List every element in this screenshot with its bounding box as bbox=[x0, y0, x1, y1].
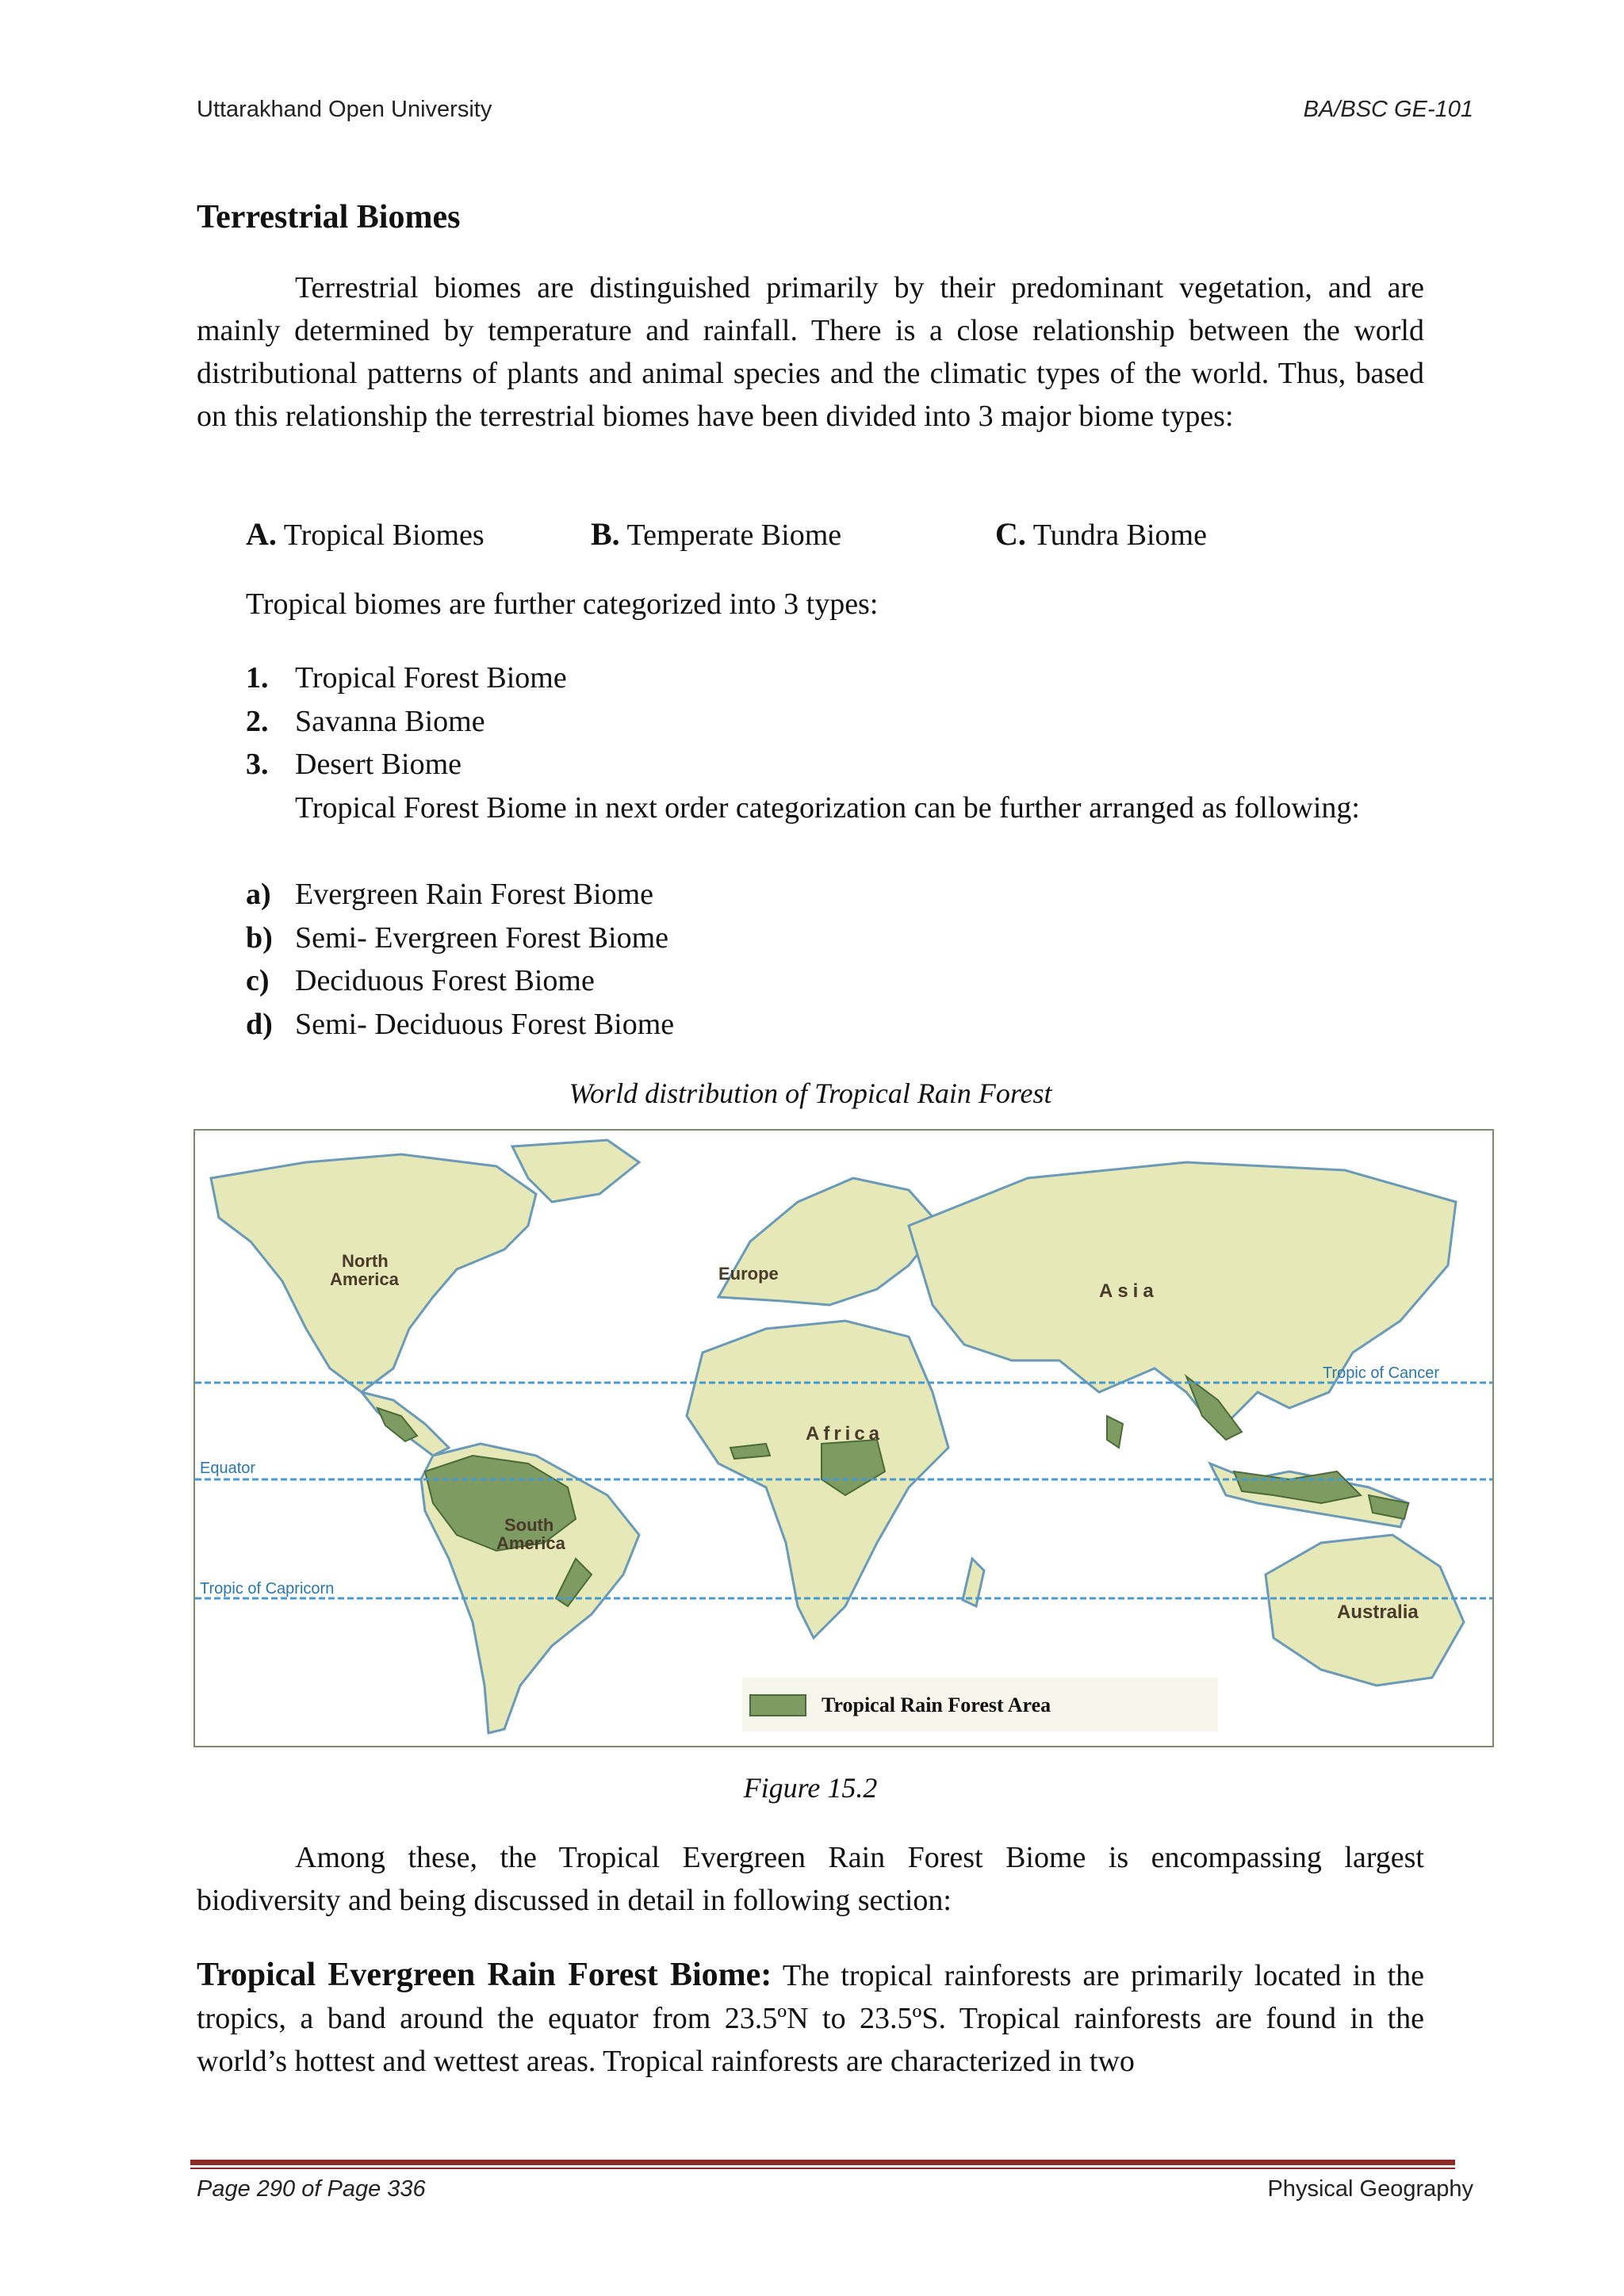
label-equator: Equator bbox=[200, 1460, 256, 1477]
label-north-america-2: America bbox=[330, 1269, 399, 1289]
label-tropic-capricorn: Tropic of Capricorn bbox=[200, 1580, 335, 1598]
label-north-america-1: North bbox=[342, 1251, 389, 1271]
header-right: BA/BSC GE-101 bbox=[1303, 97, 1473, 122]
list-item: c) Deciduous Forest Biome bbox=[246, 964, 595, 997]
figure-title: World distribution of Tropical Rain Forest bbox=[569, 1077, 1052, 1109]
label-asia: Asia bbox=[1099, 1280, 1159, 1302]
label-tropic-cancer: Tropic of Cancer bbox=[1323, 1364, 1440, 1382]
forest-types-list bbox=[246, 873, 1424, 1046]
tropical-types-list bbox=[246, 656, 1424, 786]
list-item: a) Evergreen Rain Forest Biome bbox=[246, 878, 654, 911]
legend-label: Tropical Rain Forest Area bbox=[822, 1693, 1051, 1716]
intro-paragraph: Terrestrial biomes are distinguished primarily by their predominant vegetation, and are mainly determined by temperature and rainfall. There is a close relationship between the world distributional patterns of plants and animal species and the climatic types of the world. Thus, based on this relationship the terrestrial biomes have been divided into 3 major biome types: bbox=[197, 271, 1424, 433]
tropical-intro: Tropical biomes are further categorized into 3 types: bbox=[246, 587, 879, 621]
figure-caption: Figure 15.2 bbox=[743, 1772, 878, 1804]
paragraph-among: Among these, the Tropical Evergreen Rain Forest Biome is encompassing largest biodiversity and being discussed in detail in following section: bbox=[197, 1841, 1424, 1917]
rainforest-text: The tropical rainforests are primarily located in the tropics, a band around the equator from 23.5ºN to 23.5ºS. Tropical rainforests are found in the world’s hottest and wettest areas. Tropical rainforests are characterized in two bbox=[197, 1959, 1424, 2078]
footer-rule bbox=[190, 2160, 1455, 2165]
rainforest-paragraph bbox=[197, 1954, 1424, 2083]
biome-item: B. Temperate Biome bbox=[591, 516, 842, 552]
biome-item: C. Tundra Biome bbox=[995, 516, 1207, 552]
rainforest-lead: Tropical Evergreen Rain Forest Biome: bbox=[197, 1957, 772, 1993]
list-item: 3. Desert Biome bbox=[246, 748, 462, 781]
label-australia: Australia bbox=[1337, 1601, 1419, 1623]
list-item: 2. Savanna Biome bbox=[246, 704, 485, 738]
biome-item: A. Tropical Biomes bbox=[246, 516, 485, 552]
list-item: b) Semi- Evergreen Forest Biome bbox=[246, 920, 669, 955]
forest-intro: Tropical Forest Biome in next order categorization can be further arranged as following: bbox=[295, 791, 1360, 825]
footer-page-number: Page 290 of Page 336 bbox=[197, 2176, 426, 2202]
legend-swatch bbox=[750, 1695, 806, 1716]
label-south-america-1: South bbox=[504, 1515, 554, 1535]
list-item: 1. Tropical Forest Biome bbox=[246, 661, 567, 695]
major-biome-list bbox=[246, 515, 1207, 553]
world-map-svg bbox=[195, 1131, 1492, 1746]
footer-subject: Physical Geography bbox=[1267, 2176, 1473, 2202]
header-left: Uttarakhand Open University bbox=[197, 97, 492, 122]
label-africa: Africa bbox=[806, 1423, 884, 1445]
footer-rule-thin bbox=[190, 2168, 1455, 2169]
map-legend bbox=[742, 1678, 1218, 1732]
label-south-america-2: America bbox=[496, 1533, 565, 1553]
world-map-figure bbox=[193, 1129, 1494, 1747]
label-europe: Europe bbox=[718, 1264, 779, 1284]
list-item: d) Semi- Deciduous Forest Biome bbox=[246, 1007, 675, 1041]
section-title: Terrestrial Biomes bbox=[197, 199, 461, 235]
